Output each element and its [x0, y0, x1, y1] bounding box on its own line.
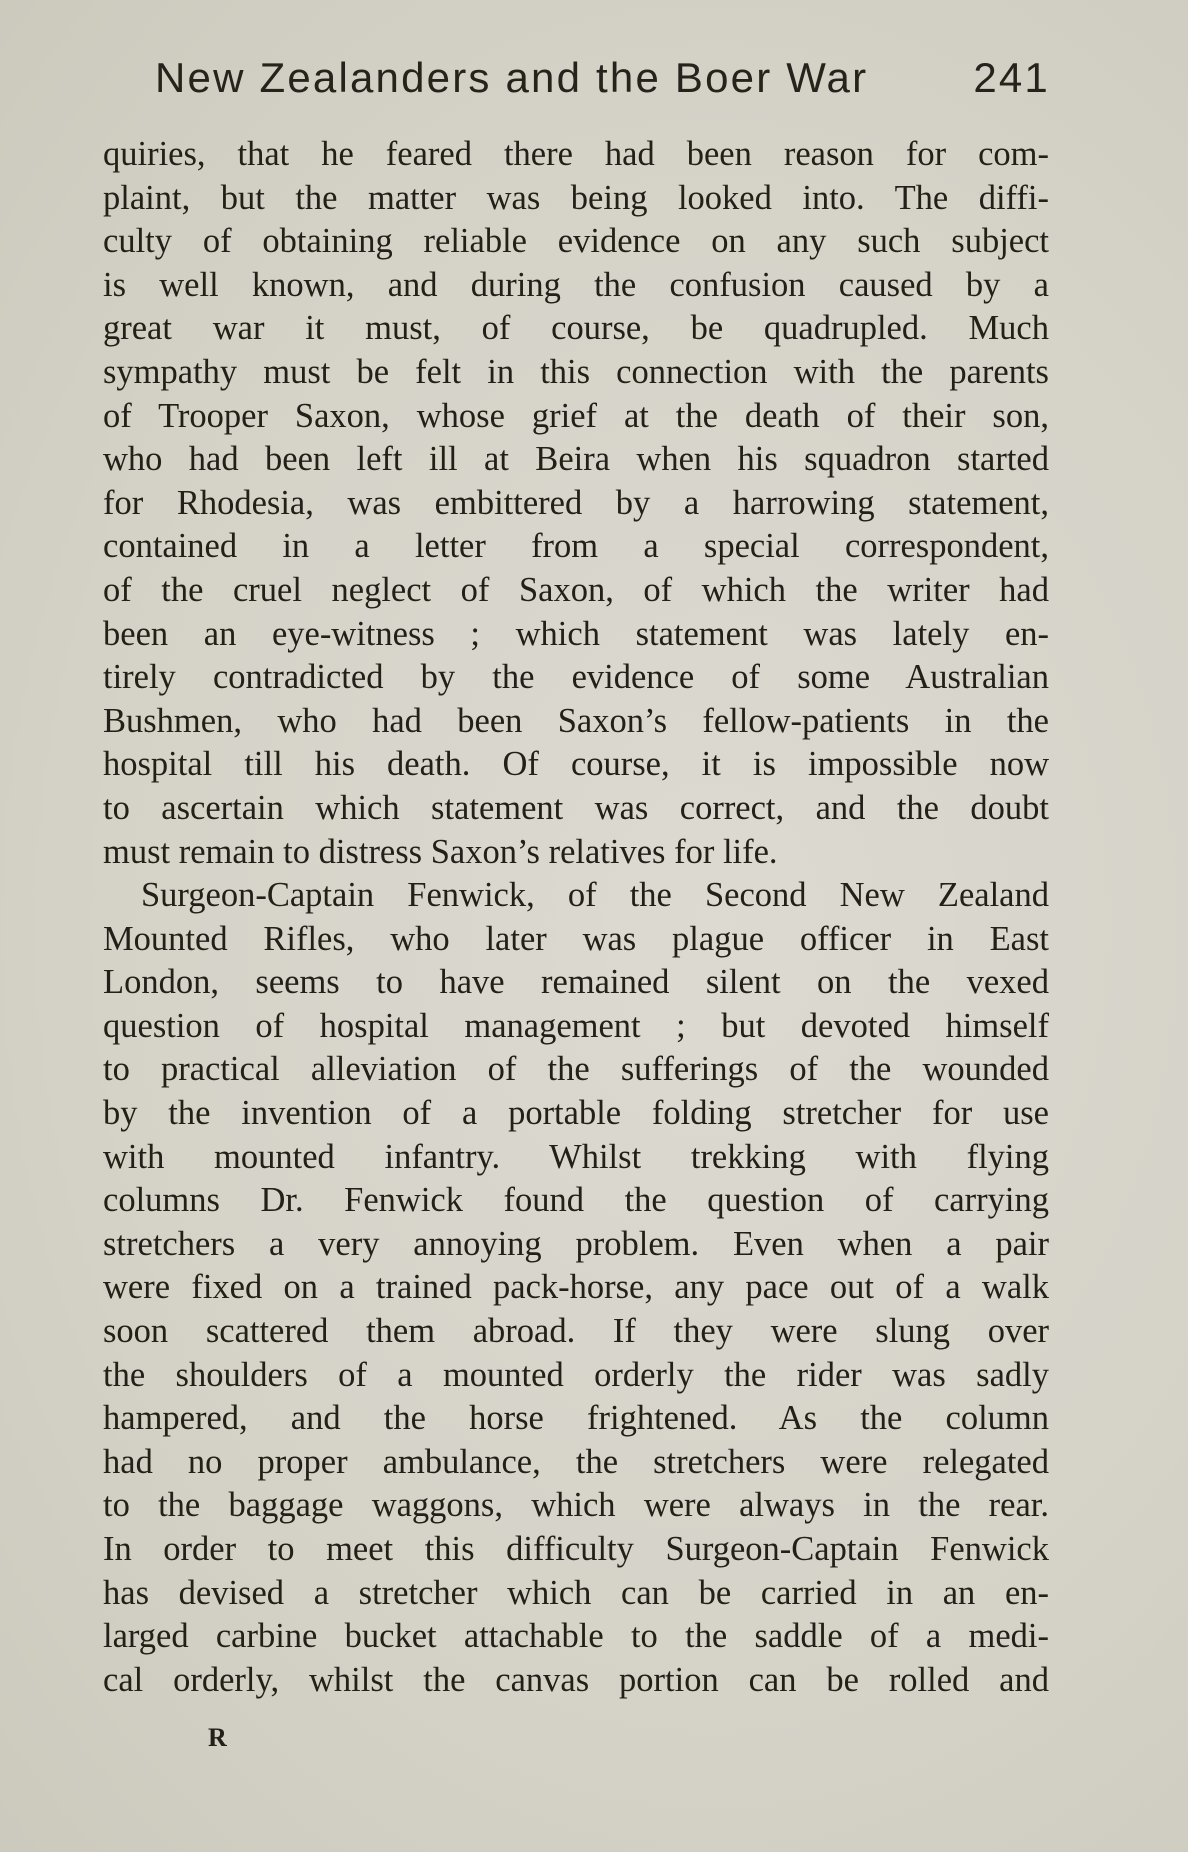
paragraph: [103, 874, 1049, 1702]
text-line: were fixed on a trained pack-horse, any pace out of a walk: [103, 1268, 1049, 1307]
text-line: to ascertain which statement was correct, and the doubt: [103, 788, 1049, 827]
text-line: who had been left ill at Beira when his squadron started: [103, 440, 1049, 479]
text-line: hampered, and the horse frightened. As the column: [103, 1399, 1049, 1438]
text-line: Bushmen, who had been Saxon’s fellow-patients in the: [103, 701, 1049, 740]
text-line: London, seems to have remained silent on the vexed: [103, 963, 1049, 1002]
text-line: of Trooper Saxon, whose grief at the death of their son,: [103, 396, 1049, 435]
text-line: great war it must, of course, be quadrupled. Much: [103, 309, 1049, 348]
text-line: Surgeon-Captain Fenwick, of the Second New Zealand: [141, 876, 1049, 915]
text-line: sympathy must be felt in this connection with the parents: [103, 352, 1049, 391]
text-line: by the invention of a portable folding stretcher for use: [103, 1094, 1049, 1133]
text-line: the shoulders of a mounted orderly the rider was sadly: [103, 1355, 1049, 1394]
text-line: been an eye-witness ; which statement was lately en-: [103, 614, 1049, 653]
running-title: New Zealanders and the Boer War: [155, 54, 869, 101]
text-line: In order to meet this difficulty Surgeon-Captain Fenwick: [103, 1530, 1049, 1568]
text-line: of the cruel neglect of Saxon, of which the writer had: [103, 570, 1049, 609]
text-line: larged carbine bucket attachable to the saddle of a medi-: [103, 1617, 1049, 1656]
text-line: to the baggage waggons, which were always in the rear.: [103, 1486, 1049, 1525]
text-line: cal orderly, whilst the canvas portion can be rolled and: [103, 1660, 1049, 1699]
text-line: tirely contradicted by the evidence of some Australian: [103, 658, 1049, 697]
text-line: to practical alleviation of the sufferings of the wounded: [103, 1050, 1049, 1089]
text-line: with mounted infantry. Whilst trekking with flying: [103, 1137, 1049, 1176]
text-line: quiries, that he feared there had been reason for com-: [103, 135, 1049, 173]
text-line: stretchers a very annoying problem. Even when a pair: [103, 1224, 1049, 1263]
text-line: soon scattered them abroad. If they were slung over: [103, 1312, 1049, 1351]
text-line: for Rhodesia, was embittered by a harrowing statement,: [103, 483, 1049, 522]
text-line: has devised a stretcher which can be carried in an en-: [103, 1573, 1049, 1612]
paragraph: [103, 133, 1049, 874]
text-line: hospital till his death. Of course, it is impossible now: [103, 745, 1049, 784]
text-line: plaint, but the matter was being looked into. The diffi-: [103, 178, 1049, 217]
text-line: question of hospital management ; but devoted himself: [103, 1006, 1049, 1045]
text-line: culty of obtaining reliable evidence on any such subject: [103, 222, 1049, 261]
text-line: had no proper ambulance, the stretchers were relegated: [103, 1442, 1049, 1481]
text-line: contained in a letter from a special correspondent,: [103, 527, 1049, 566]
text-line: Mounted Rifles, who later was plague officer in East: [103, 919, 1049, 958]
text-line: must remain to distress Saxon’s relatives for life.: [103, 832, 778, 871]
text-line: is well known, and during the confusion caused by a: [103, 265, 1049, 304]
running-header: [155, 54, 1050, 102]
text-line: columns Dr. Fenwick found the question of carrying: [103, 1181, 1049, 1220]
page-number: 241: [973, 54, 1050, 101]
body-text: [103, 133, 1049, 1702]
signature-mark: R: [208, 1723, 228, 1752]
